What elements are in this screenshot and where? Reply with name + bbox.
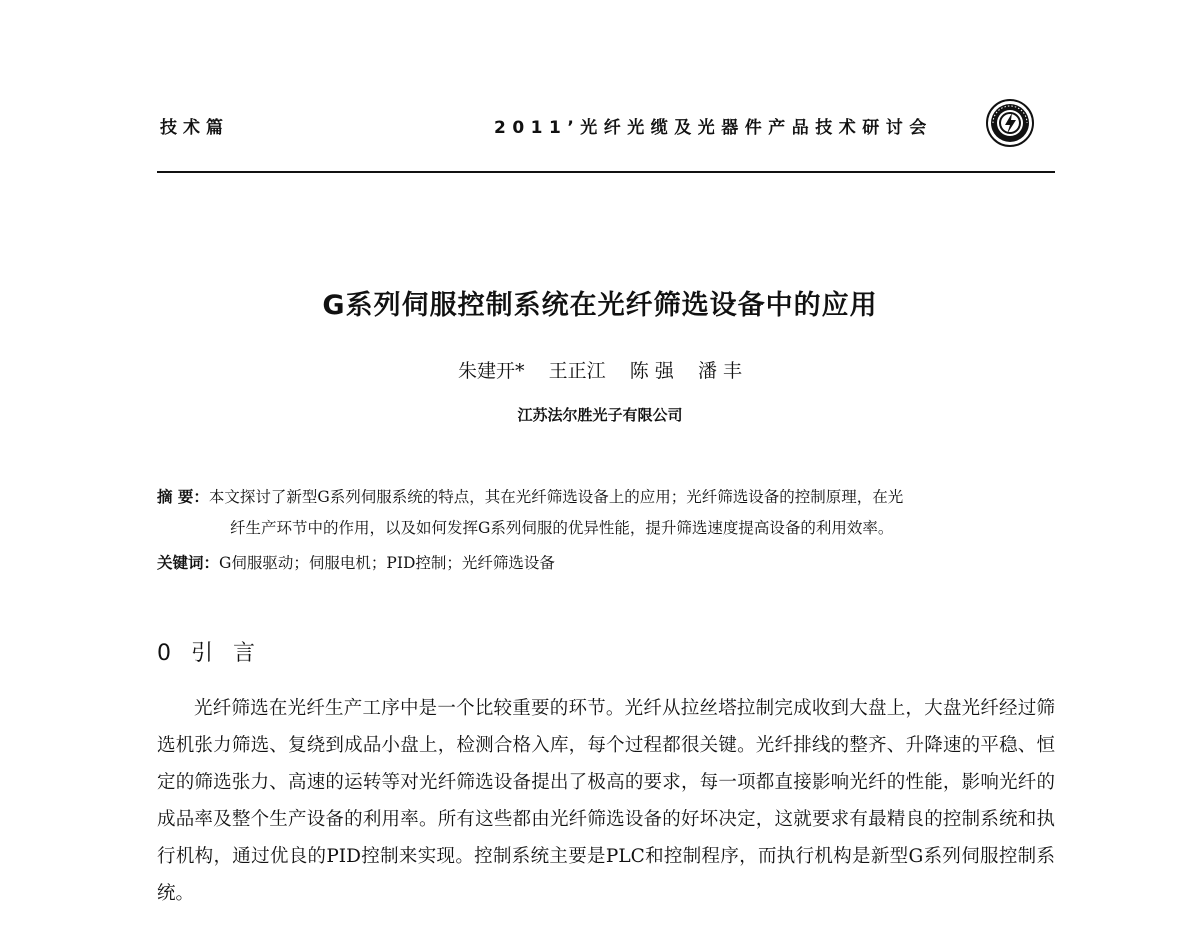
conference-logo-icon — [985, 98, 1035, 148]
paper-affiliation: 江苏法尔胜光子有限公司 — [517, 406, 683, 424]
keywords-label: 关键词： — [157, 554, 220, 572]
paper-title: G系列伺服控制系统在光纤筛选设备中的应用 — [322, 290, 878, 321]
abstract-label: 摘 要： — [157, 488, 209, 506]
abstract-text-2: 纤生产环节中的作用，以及如何发挥G系列伺服的优异性能，提升筛选速度提高设备的利用效率。 — [230, 519, 894, 537]
abstract-text-1: 本文探讨了新型G系列伺服系统的特点，其在光纤筛选设备上的应用；光纤筛选设备的控制原理，在光 — [208, 488, 904, 506]
header-divider — [157, 171, 1055, 173]
abstract-line-1 — [157, 482, 1057, 513]
abstract — [157, 482, 1057, 544]
header-conference-title: 2011’光纤光缆及光器件产品技术研讨会 — [494, 118, 933, 138]
keywords — [157, 551, 555, 573]
paper-authors: 朱建开* 王正江 陈 强 潘 丰 — [457, 360, 743, 382]
section-heading: 0 引 言 — [157, 641, 257, 666]
body-paragraph: 光纤筛选在光纤生产工序中是一个比较重要的环节。光纤从拉丝塔拉制完成收到大盘上，大盘光纤经过筛选机张力筛选、复绕到成品小盘上，检测合格入库，每个过程都很关键。光纤排线的整齐、升降速的平稳、恒定的筛选张力、高速的运转等对光纤筛选设备提出了极高的要求，每一项都直接影响光纤的性能，影响光纤的成品率及整个生产设备的利用率。所有这些都由光纤筛选设备的好坏决定，这就要求有最精良的控制系统和执行机构，通过优良的PID控制来实现。控制系统主要是PLC和控制程序，而执行机构是新型G系列伺服控制系统。 — [157, 698, 1055, 904]
header-section-label: 技术篇 — [160, 118, 229, 138]
keywords-text: G伺服驱动；伺服电机；PID控制；光纤筛选设备 — [219, 554, 555, 572]
